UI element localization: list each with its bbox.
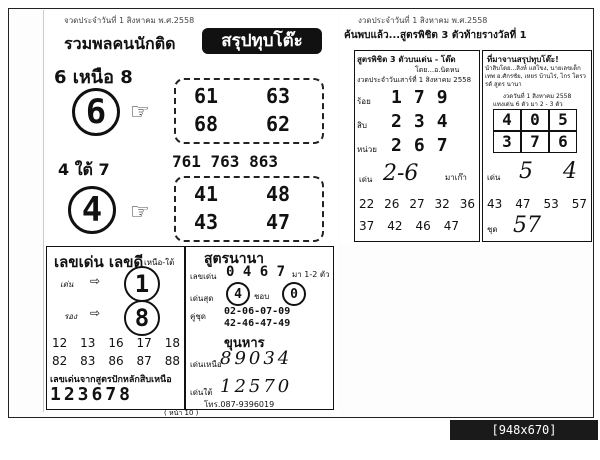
num-cell: 37 [359,219,375,233]
number-grid [52,336,180,368]
formula-text: เลขเด่นจากสูตรปักหลักสิบเหนือ [50,375,172,385]
group1-digit: 6 [72,88,120,136]
lines-label: คู่ชุด [190,312,206,321]
right-header: งวดประจำวันที่ 1 สิงหาคม พ.ศ.2558 [358,16,488,25]
formula-digits: 123678 [50,384,134,405]
grid-cell: 13 [80,336,96,350]
pointing-hand-icon-2: ☞ [130,200,150,225]
group1-box [174,78,324,144]
table-cell: 7 [521,131,549,153]
num-cell: 57 [571,197,587,211]
summary-box [482,50,592,242]
grid-cell: 86 [108,354,124,368]
lead-digit: 1 [124,266,160,302]
arrow-right-icon: ⇨ [90,274,101,288]
pointing-hand-icon: ☞ [130,100,150,125]
box1-title: สูตรพิชิต 3 ตัวบนเด่น - โต๊ด [357,55,456,64]
right-page [340,12,592,244]
box2-date: งวดวันที่ 1 สิงหาคม 2558 [503,93,572,100]
g2-num-4: 47 [266,210,291,234]
above-label: เด่นเหนือ [190,360,222,369]
left-page [43,10,338,417]
lucky-subtitle: เหนือ-ใต้ [144,258,175,267]
b2-num-row [487,197,587,211]
num-row-2 [359,219,459,233]
pair-or: ชอบ [254,292,270,301]
num-cell: 27 [409,197,425,211]
box2-sub: แทงเด่น 6 ตัว มา 2 - 3 ตัว [493,101,563,108]
table-cell: 4 [493,109,521,131]
table-cell: 5 [549,109,577,131]
table-row-2 [493,131,577,153]
b2-lead-label: เด่น [487,173,501,182]
num-cell: 32 [434,197,450,211]
digit-table [493,109,577,153]
g2-num-3: 43 [194,210,219,234]
formula-box [354,50,480,242]
group1-label: 6 เหนือ 8 [54,67,133,88]
line-2: 42-46-47-49 [224,318,291,329]
box1-lead-suffix: มาเก๊า [445,173,467,182]
pair-label: เด่นสุด [190,294,214,303]
g1-num-3: 68 [194,112,219,136]
g1-num-4: 62 [266,112,291,136]
below-digits: 12570 [220,376,293,397]
lead-row-label: เลขเด่น [190,272,217,281]
num-cell: 22 [359,197,375,211]
group2-digit: 4 [68,186,116,234]
grid-cell: 17 [136,336,152,350]
second-digit: 8 [124,300,160,336]
num-cell: 43 [487,197,503,211]
image-host-footer: [948x670] http://upic.me/ [450,420,598,440]
box1-lead-label: เด่น [359,175,373,184]
line-1: 02-06-07-09 [224,306,291,317]
page-number: ( หน้า 10 ) [164,409,199,417]
table-cell: 3 [493,131,521,153]
grid-row-1 [52,336,180,350]
lead-label: เด่น [60,280,74,289]
digits-units: 267 [391,135,460,156]
box2-title: ที่มาจานสรุปทุบโต๊ะ! [487,55,559,64]
b2-pair: 57 [513,213,541,238]
g2-num-2: 48 [266,182,291,206]
g2-num-1: 41 [194,182,219,206]
arrow-right-icon-2: ⇨ [90,306,101,320]
pair-a: 4 [226,282,250,306]
table-cell: 0 [521,109,549,131]
num-cell: 36 [459,197,475,211]
box1-date: งวดประจำวันเสาร์ที่ 1 สิงหาคม 2558 [357,76,472,84]
formula-title: สูตรนานา [204,251,265,267]
table-row-1 [493,109,577,131]
num-cell: 26 [384,197,400,211]
right-title: ค้นพบแล้ว...สูตรพิชิต 3 ตัวท้ายรางวัลที่ 1 [344,30,527,41]
grid-cell: 82 [52,354,68,368]
num-cell: 46 [415,219,431,233]
b2-pair-label: ชุด [487,225,498,234]
box1-lead-value: 2-6 [383,161,419,186]
below-label: เด่นใต้ [190,388,213,397]
grid-cell: 88 [164,354,180,368]
row-label-tens: สิบ [357,121,367,130]
left-header: จวดประจำวันที่ 1 สิงหาคม พ.ศ.2558 [64,16,195,25]
num-cell: 42 [387,219,403,233]
grid-cell: 87 [136,354,152,368]
b2-lead-a: 5 [519,159,533,184]
grid-cell: 12 [52,336,68,350]
row-label-units: หน่วย [357,145,377,154]
b2-lead-b: 4 [563,159,577,184]
digits-tens: 234 [391,111,460,132]
num-cell: 53 [543,197,559,211]
box1-author: โดย...อ.นิดหน [415,66,460,74]
grid-cell: 83 [80,354,96,368]
g1-num-1: 61 [194,84,219,108]
left-title: รวมพลคนนักติด [64,34,176,53]
pair-b: 0 [282,282,306,306]
second-label: รอง [64,312,78,321]
row-label-hundreds: ร้อย [357,97,371,106]
num-cell: 47 [443,219,459,233]
phone: โทร.087-9396019 [204,400,275,409]
grid-cell: 16 [108,336,124,350]
g1-num-2: 63 [266,84,291,108]
banner: สรุปทุบโต๊ะ [202,28,322,54]
sub-title: ขุนหาร [224,336,265,351]
triples: 761 763 863 [172,152,278,171]
num-cell: 47 [515,197,531,211]
lucky-title: เลขเด่น เลขดี [54,253,144,271]
lead-row-digits: 0 4 6 7 [226,264,286,280]
digits-hundreds: 179 [391,87,460,108]
above-digits: 89034 [220,348,293,369]
grid-row-2 [52,354,180,368]
grid-cell: 18 [164,336,180,350]
table-cell: 6 [549,131,577,153]
group2-label: 4 ใต้ 7 [58,160,110,179]
lead-row-suffix: มา 1-2 ตัว [292,270,330,279]
group2-box [174,176,324,242]
box2-text: นำสิบโดย...สิงห์ แสโขง, นายเลขเด็กเทพ อ.ศักรชัย, เหยร บ้านไร่, ไกร โตรวรดั สูตร นานา [485,65,586,88]
num-row-1 [359,197,475,211]
